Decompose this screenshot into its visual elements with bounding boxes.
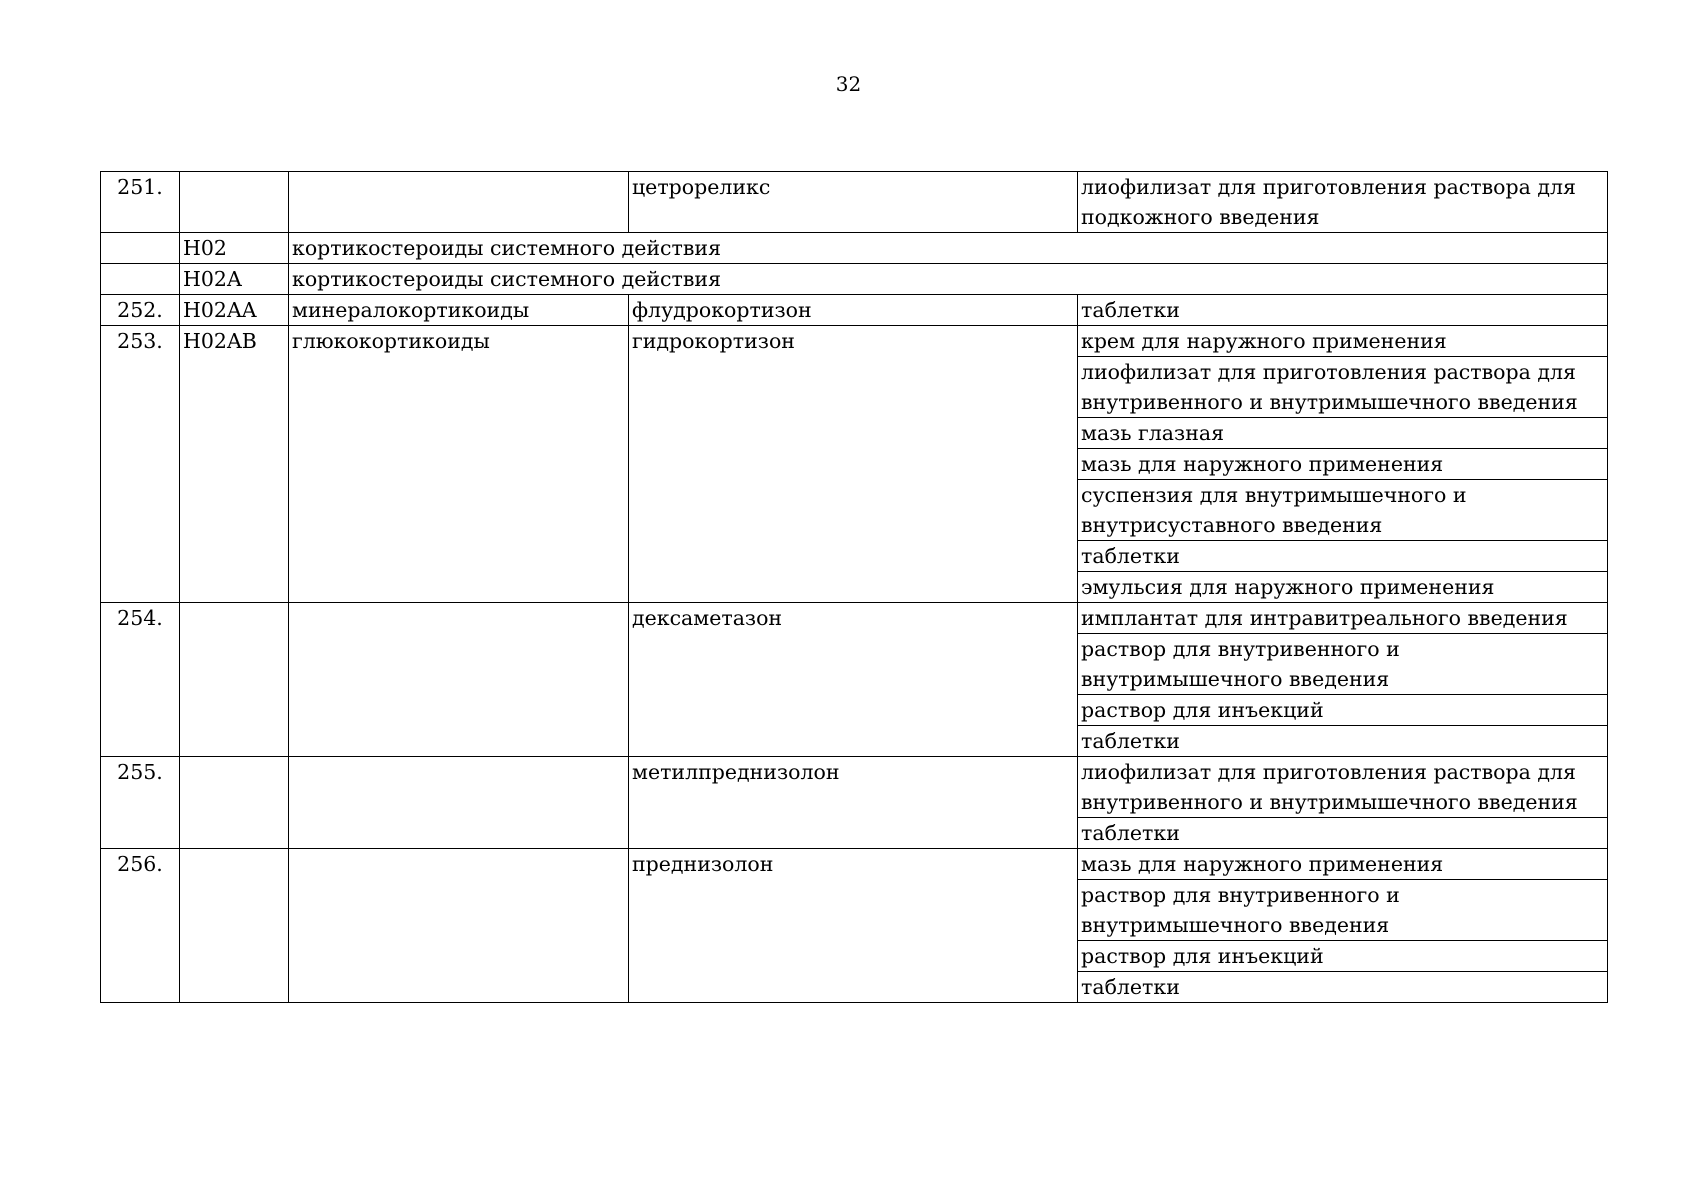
dosage-form-cell: лиофилизат для приготовления раствора для внутривенного и внутримышечного введения [1078, 757, 1608, 818]
table-row [101, 603, 1608, 634]
row-number [101, 233, 180, 264]
drug-name-cell: цетрореликс [629, 172, 1078, 233]
table-row [101, 757, 1608, 818]
dosage-form-cell: таблетки [1078, 972, 1608, 1003]
drug-table [100, 171, 1608, 1003]
row-number: 253. [101, 326, 180, 603]
drug-name-cell: гидрокортизон [629, 326, 1078, 603]
drug-name-cell: метилпреднизолон [629, 757, 1078, 849]
dosage-form-cell: таблетки [1078, 818, 1608, 849]
dosage-form-cell: раствор для инъекций [1078, 941, 1608, 972]
row-number: 255. [101, 757, 180, 849]
group-cell [289, 603, 629, 757]
dosage-form-cell: лиофилизат для приготовления раствора для внутривенного и внутримышечного введения [1078, 357, 1608, 418]
table-row [101, 849, 1608, 880]
table-row [101, 295, 1608, 326]
row-number: 251. [101, 172, 180, 233]
row-number: 252. [101, 295, 180, 326]
page-number: 32 [835, 72, 862, 96]
group-cell: глюкокортикоиды [289, 326, 629, 603]
group-cell [289, 172, 629, 233]
dosage-form-cell: раствор для внутривенного и внутримышечного введения [1078, 880, 1608, 941]
atc-code-cell: H02AA [180, 295, 289, 326]
dosage-form-cell: мазь для наружного применения [1078, 849, 1608, 880]
dosage-form-cell: мазь глазная [1078, 418, 1608, 449]
atc-code-cell: H02A [180, 264, 289, 295]
atc-code-cell: H02 [180, 233, 289, 264]
group-cell: минералокортикоиды [289, 295, 629, 326]
group-cell: кортикостероиды системного действия [289, 264, 1608, 295]
row-number: 254. [101, 603, 180, 757]
dosage-form-cell: таблетки [1078, 726, 1608, 757]
dosage-form-cell: мазь для наружного применения [1078, 449, 1608, 480]
drug-name-cell: флудрокортизон [629, 295, 1078, 326]
group-cell [289, 757, 629, 849]
table-row [101, 326, 1608, 357]
dosage-form-cell: лиофилизат для приготовления раствора для подкожного введения [1078, 172, 1608, 233]
drug-name-cell: дексаметазон [629, 603, 1078, 757]
table-row [101, 233, 1608, 264]
dosage-form-cell: суспензия для внутримышечного и внутрисуставного введения [1078, 480, 1608, 541]
dosage-form-cell: таблетки [1078, 295, 1608, 326]
table-row [101, 172, 1608, 233]
atc-code-cell: H02AB [180, 326, 289, 603]
atc-code-cell [180, 172, 289, 233]
group-cell: кортикостероиды системного действия [289, 233, 1608, 264]
drug-name-cell: преднизолон [629, 849, 1078, 1003]
atc-code-cell [180, 757, 289, 849]
dosage-form-cell: эмульсия для наружного применения [1078, 572, 1608, 603]
group-cell [289, 849, 629, 1003]
dosage-form-cell: таблетки [1078, 541, 1608, 572]
row-number [101, 264, 180, 295]
dosage-form-cell: имплантат для интравитреального введения [1078, 603, 1608, 634]
row-number: 256. [101, 849, 180, 1003]
dosage-form-cell: раствор для внутривенного и внутримышечного введения [1078, 634, 1608, 695]
dosage-form-cell: раствор для инъекций [1078, 695, 1608, 726]
atc-code-cell [180, 849, 289, 1003]
dosage-form-cell: крем для наружного применения [1078, 326, 1608, 357]
table-row [101, 264, 1608, 295]
atc-code-cell [180, 603, 289, 757]
